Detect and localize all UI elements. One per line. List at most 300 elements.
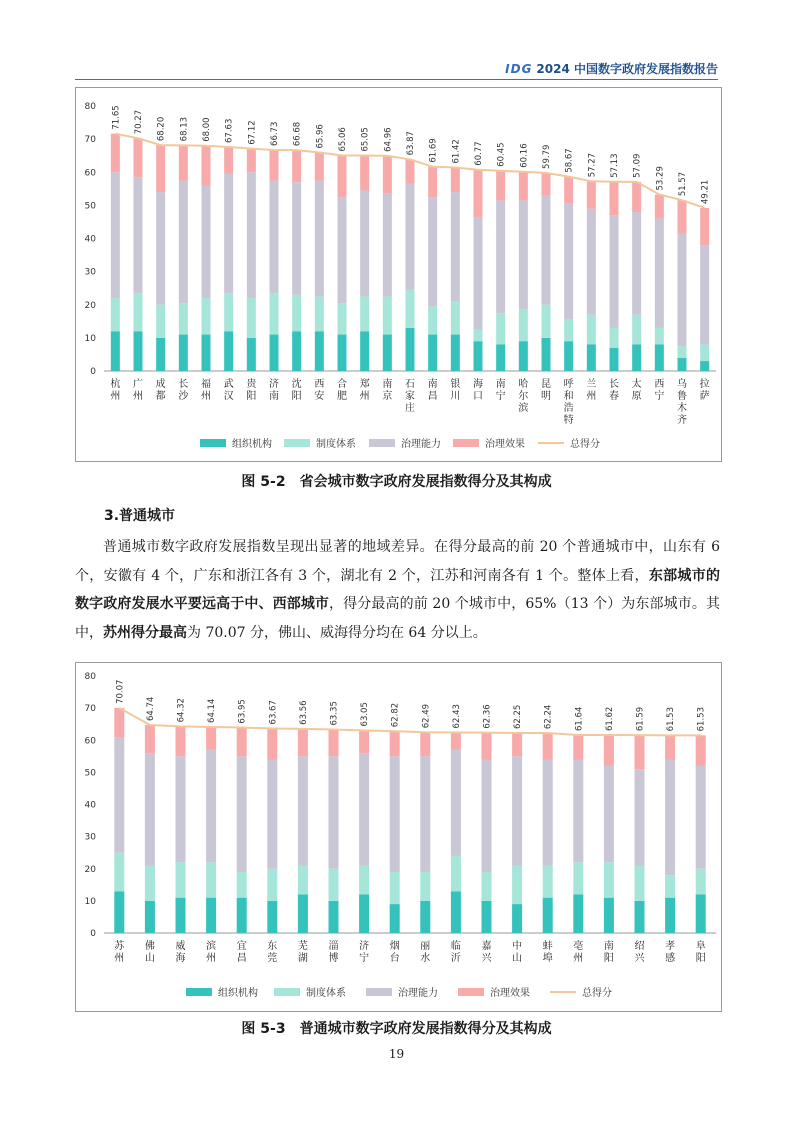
bar-segment-3 xyxy=(451,750,461,856)
bar-segment-3 xyxy=(145,753,155,865)
category-char: 都 xyxy=(155,391,166,402)
category-label xyxy=(482,939,493,964)
category-label xyxy=(654,378,664,402)
bar-segment-2 xyxy=(390,872,400,904)
category-char: 沈 xyxy=(291,379,302,390)
bar-segment-1 xyxy=(179,335,188,371)
category-char: 乌 xyxy=(677,379,687,390)
bar-segment-2 xyxy=(406,290,415,328)
category-char: 芜 xyxy=(297,941,308,952)
bar-segment-4 xyxy=(406,159,415,183)
category-char: 亳 xyxy=(573,941,584,952)
y-tick-label: 80 xyxy=(84,102,96,112)
category-char: 肥 xyxy=(337,391,347,402)
category-label xyxy=(206,939,216,964)
category-char: 滨 xyxy=(206,941,217,952)
category-char: 浩 xyxy=(563,403,574,414)
total-label: 63.35 xyxy=(329,701,340,726)
bar-segment-4 xyxy=(632,182,641,212)
bar-segment-4 xyxy=(267,728,277,759)
bar-segment-2 xyxy=(156,305,165,338)
category-char: 贵 xyxy=(246,379,257,390)
bar-segment-3 xyxy=(315,181,324,297)
bar-segment-2 xyxy=(587,315,596,345)
category-char: 家 xyxy=(405,391,415,402)
legend-label: 总得分 xyxy=(582,988,612,999)
bar-segment-4 xyxy=(496,171,505,201)
total-label: 63.05 xyxy=(360,702,371,727)
bar-segment-4 xyxy=(176,726,186,756)
category-label xyxy=(609,378,619,402)
bar-segment-2 xyxy=(665,875,675,897)
category-char: 福 xyxy=(201,379,211,390)
bar-segment-3 xyxy=(383,194,392,297)
category-char: 临 xyxy=(450,941,461,952)
bar-segment-4 xyxy=(247,149,256,173)
category-char: 昌 xyxy=(427,391,438,402)
category-label xyxy=(382,377,392,402)
category-char: 石 xyxy=(405,379,415,390)
total-label: 68.13 xyxy=(179,116,190,142)
bar-segment-2 xyxy=(292,295,301,331)
category-char: 京 xyxy=(382,391,393,402)
figure-5-3-caption: 图 5-3 普通城市数字政府发展指数得分及其构成 xyxy=(241,1021,552,1037)
bar-segment-3 xyxy=(543,760,553,866)
bar-segment-2 xyxy=(202,298,211,334)
category-char: 海 xyxy=(473,379,483,390)
bar-segment-1 xyxy=(678,358,687,371)
legend-swatch xyxy=(186,988,212,996)
total-label: 70.07 xyxy=(115,679,126,704)
category-label xyxy=(314,378,324,402)
bar-segment-3 xyxy=(573,760,583,863)
legend-label: 治理效果 xyxy=(490,988,530,999)
text-run: 为 70.07 分，佛山、威海得分均在 64 分以上。 xyxy=(187,624,487,641)
category-label xyxy=(133,377,143,402)
bold-phrase: 苏州得分最高 xyxy=(103,624,187,641)
y-tick-label: 60 xyxy=(84,168,96,179)
legend-swatch xyxy=(366,988,392,996)
bar-segment-4 xyxy=(224,147,233,174)
y-tick-label: 10 xyxy=(84,333,96,344)
category-char: 州 xyxy=(110,391,121,402)
category-char: 沙 xyxy=(178,391,189,402)
bar-segment-3 xyxy=(678,234,687,347)
bar-segment-4 xyxy=(420,732,430,756)
bar-segment-4 xyxy=(519,172,528,201)
bar-segment-3 xyxy=(482,760,492,872)
category-char: 武 xyxy=(223,379,234,390)
category-char: 呼 xyxy=(563,379,574,390)
total-label: 53.29 xyxy=(655,166,666,191)
category-char: 济 xyxy=(269,379,279,390)
bar-segment-2 xyxy=(206,862,216,897)
category-label xyxy=(237,939,247,964)
category-label xyxy=(405,378,415,414)
category-char: 昆 xyxy=(541,379,551,390)
bar-segment-4 xyxy=(655,194,664,218)
category-char: 口 xyxy=(473,391,483,402)
category-char: 阳 xyxy=(695,953,706,964)
bar-segment-2 xyxy=(655,328,664,345)
category-char: 兴 xyxy=(481,953,492,964)
category-char: 东 xyxy=(267,941,278,952)
total-label: 62.24 xyxy=(543,704,554,730)
bar-segment-4 xyxy=(315,153,324,181)
bar-segment-4 xyxy=(111,134,120,173)
bar-segment-3 xyxy=(114,737,124,853)
category-char: 博 xyxy=(328,953,339,964)
legend-label: 治理能力 xyxy=(401,439,441,450)
bar-segment-1 xyxy=(315,331,324,371)
category-label xyxy=(573,939,583,964)
bar-segment-1 xyxy=(632,345,641,372)
bar-segment-1 xyxy=(610,348,619,371)
y-tick-label: 30 xyxy=(84,267,96,278)
text-run: ，得分最高的前 20 个城市中，65%（13 个）为东部城市。其中， xyxy=(75,596,720,641)
bar-segment-2 xyxy=(482,872,492,901)
category-label xyxy=(518,377,528,414)
legend-swatch xyxy=(274,988,300,996)
bar-segment-1 xyxy=(176,898,186,933)
category-label xyxy=(665,939,675,964)
category-label xyxy=(428,377,438,402)
category-char: 长 xyxy=(609,379,619,390)
y-tick-label: 50 xyxy=(84,768,96,779)
figure-5-2-caption: 图 5-2 省会城市数字政府发展指数得分及其构成 xyxy=(241,474,552,490)
total-label: 65.05 xyxy=(360,127,371,152)
y-tick-label: 30 xyxy=(84,832,96,843)
total-label: 71.65 xyxy=(111,105,122,130)
y-tick-label: 40 xyxy=(84,800,96,811)
category-char: 宁 xyxy=(654,391,665,402)
category-char: 合 xyxy=(337,379,347,390)
total-label: 57.27 xyxy=(587,152,598,178)
bar-segment-2 xyxy=(134,293,143,331)
bar-segment-3 xyxy=(632,212,641,315)
bar-segment-2 xyxy=(542,305,551,338)
bar-segment-3 xyxy=(604,766,614,862)
category-label xyxy=(564,378,574,426)
category-char: 银 xyxy=(450,379,461,390)
bar-segment-4 xyxy=(587,181,596,208)
category-char: 苏 xyxy=(114,941,125,952)
bar-segment-3 xyxy=(179,181,188,304)
category-char: 兰 xyxy=(586,379,597,390)
idg-logo: IDG xyxy=(505,61,533,76)
total-label: 65.06 xyxy=(338,127,348,152)
category-label xyxy=(604,939,614,964)
y-tick-label: 60 xyxy=(84,736,96,747)
bar-segment-2 xyxy=(114,853,124,892)
category-char: 嘉 xyxy=(481,941,492,952)
category-label xyxy=(543,939,553,964)
category-label xyxy=(201,377,211,402)
category-label xyxy=(269,377,279,402)
category-char: 中 xyxy=(512,941,523,952)
category-label xyxy=(632,377,642,402)
total-label: 65.96 xyxy=(315,124,326,149)
bar-segment-3 xyxy=(665,760,675,876)
total-label: 66.68 xyxy=(292,121,303,147)
legend-swatch xyxy=(369,439,395,447)
bar-segment-3 xyxy=(587,209,596,315)
bar-segment-1 xyxy=(298,894,308,933)
bar-segment-4 xyxy=(298,729,308,756)
bar-segment-2 xyxy=(176,862,186,897)
bar-segment-3 xyxy=(564,204,573,320)
category-char: 川 xyxy=(450,391,461,402)
y-tick-label: 70 xyxy=(84,704,96,715)
bar-segment-2 xyxy=(247,298,256,338)
category-label xyxy=(267,939,277,964)
category-char: 广 xyxy=(133,379,143,390)
total-label: 61.64 xyxy=(574,706,585,731)
category-char: 沂 xyxy=(450,953,461,964)
category-label xyxy=(292,377,302,402)
bar-segment-1 xyxy=(655,345,664,372)
category-char: 州 xyxy=(201,391,211,402)
bar-segment-3 xyxy=(696,766,706,869)
total-label: 60.45 xyxy=(496,142,507,167)
category-char: 春 xyxy=(609,391,619,402)
bar-segment-2 xyxy=(543,866,553,898)
bar-segment-3 xyxy=(111,172,120,298)
category-char: 杭 xyxy=(110,379,121,390)
bar-segment-2 xyxy=(451,301,460,334)
category-char: 威 xyxy=(175,941,186,952)
category-label xyxy=(298,939,308,964)
category-char: 阳 xyxy=(603,953,614,964)
bar-segment-4 xyxy=(665,735,675,759)
bar-segment-1 xyxy=(420,901,430,933)
category-char: 州 xyxy=(586,391,597,402)
bar-segment-4 xyxy=(543,733,553,759)
total-label: 51.57 xyxy=(678,171,688,197)
total-label: 62.49 xyxy=(421,703,432,729)
total-label: 63.95 xyxy=(237,699,248,724)
bar-segment-4 xyxy=(202,146,211,186)
bar-segment-3 xyxy=(206,750,216,862)
category-char: 南 xyxy=(427,379,438,390)
bar-segment-1 xyxy=(635,901,645,933)
category-char: 郑 xyxy=(359,379,370,390)
category-char: 佛 xyxy=(144,941,155,952)
bar-segment-1 xyxy=(359,894,369,933)
bar-segment-1 xyxy=(543,898,553,933)
bar-segment-1 xyxy=(114,891,124,933)
bar-segment-4 xyxy=(390,731,400,756)
bar-segment-2 xyxy=(338,303,347,334)
category-label xyxy=(224,377,234,402)
bar-segment-2 xyxy=(267,869,277,901)
bar-segment-1 xyxy=(134,331,143,371)
category-char: 滨 xyxy=(518,403,529,414)
bar-segment-4 xyxy=(329,729,339,756)
category-label xyxy=(390,939,400,964)
bar-segment-3 xyxy=(519,200,528,309)
total-label: 58.67 xyxy=(564,148,575,173)
category-char: 明 xyxy=(541,391,551,402)
bar-segment-1 xyxy=(202,335,211,371)
bar-segment-1 xyxy=(156,338,165,371)
category-char: 汉 xyxy=(223,391,234,402)
bar-segment-4 xyxy=(114,708,124,737)
total-label: 67.63 xyxy=(224,118,235,143)
category-label xyxy=(696,939,706,964)
category-char: 绍 xyxy=(634,941,645,952)
bar-segment-4 xyxy=(360,156,369,191)
y-tick-label: 10 xyxy=(84,896,96,907)
bold-phrase: 东部城市的数字政府发展水平要远高于中、西部城市 xyxy=(75,567,720,612)
legend-label: 治理效果 xyxy=(485,439,525,450)
category-char: 宜 xyxy=(236,941,247,952)
legend-swatch xyxy=(453,439,479,447)
category-char: 南 xyxy=(495,379,506,390)
bar-segment-2 xyxy=(610,328,619,348)
bar-segment-2 xyxy=(519,310,528,341)
bar-segment-3 xyxy=(329,756,339,868)
bar-segment-1 xyxy=(145,901,155,933)
total-label: 63.87 xyxy=(406,131,416,156)
category-char: 淄 xyxy=(328,941,339,952)
category-char: 宁 xyxy=(359,953,370,964)
bar-segment-1 xyxy=(383,335,392,371)
bar-segment-4 xyxy=(428,167,437,197)
bar-segment-4 xyxy=(696,735,706,766)
bar-segment-2 xyxy=(512,866,522,905)
page-header xyxy=(505,60,718,77)
category-label xyxy=(496,377,506,402)
category-char: 台 xyxy=(389,953,400,964)
bar-segment-3 xyxy=(700,245,709,344)
category-char: 长 xyxy=(178,379,189,390)
bar-segment-4 xyxy=(635,735,645,769)
bar-segment-1 xyxy=(696,894,706,933)
category-label xyxy=(360,377,370,402)
bar-segment-1 xyxy=(451,891,461,933)
bar-segment-4 xyxy=(573,735,583,760)
category-char: 木 xyxy=(677,403,687,414)
category-label xyxy=(473,377,483,402)
bar-segment-2 xyxy=(696,869,706,895)
bar-segment-1 xyxy=(237,898,247,933)
bar-segment-4 xyxy=(179,145,188,180)
category-label xyxy=(541,378,551,402)
category-char: 拉 xyxy=(699,379,710,390)
bar-segment-3 xyxy=(298,756,308,865)
figure-5-3-chart xyxy=(75,662,722,1012)
bar-segment-2 xyxy=(496,313,505,344)
total-label: 68.20 xyxy=(156,116,167,142)
category-label xyxy=(337,377,347,402)
total-label: 61.69 xyxy=(428,138,439,163)
bar-segment-4 xyxy=(270,150,279,181)
bar-segment-4 xyxy=(134,138,143,177)
bar-segment-1 xyxy=(665,898,675,933)
category-char: 济 xyxy=(359,941,370,952)
category-char: 州 xyxy=(114,953,125,964)
category-char: 水 xyxy=(420,953,431,964)
bar-segment-2 xyxy=(298,866,308,895)
y-tick-label: 20 xyxy=(84,300,96,311)
category-label xyxy=(176,939,186,964)
category-label xyxy=(512,939,522,964)
bar-segment-4 xyxy=(237,728,247,757)
category-char: 哈 xyxy=(518,379,529,390)
legend-swatch xyxy=(284,439,310,447)
category-char: 莞 xyxy=(267,953,278,964)
total-label: 64.14 xyxy=(207,698,218,723)
category-char: 南 xyxy=(269,391,279,402)
total-label: 59.79 xyxy=(542,144,552,169)
bar-segment-1 xyxy=(206,898,216,933)
bar-segment-4 xyxy=(474,170,483,217)
total-label: 67.12 xyxy=(247,120,258,145)
bar-segment-1 xyxy=(542,338,551,371)
legend-label: 制度体系 xyxy=(306,988,346,999)
category-char: 南 xyxy=(603,941,614,952)
category-char: 特 xyxy=(563,415,574,426)
bar-segment-3 xyxy=(292,182,301,295)
bar-segment-3 xyxy=(134,177,143,293)
bar-segment-4 xyxy=(542,173,551,195)
total-label: 70.27 xyxy=(134,109,144,135)
bar-segment-1 xyxy=(512,904,522,933)
bar-segment-1 xyxy=(564,341,573,371)
bar-segment-3 xyxy=(247,172,256,298)
total-label: 62.36 xyxy=(482,704,493,729)
category-char: 州 xyxy=(573,953,584,964)
total-label: 63.67 xyxy=(268,700,279,725)
category-char: 阜 xyxy=(695,941,706,952)
bar-segment-4 xyxy=(338,155,347,197)
text-run: 普通城市数字政府发展指数呈现出显著的地域差异。在得分最高的前 20 个普通城市中，山东有 6 个，安徽有 4 个，广东和浙江各有 3 个，湖北有 2 个，江苏和河南各有 1 个。整体上看， xyxy=(75,539,720,584)
total-label: 60.16 xyxy=(519,143,530,168)
bar-segment-1 xyxy=(482,901,492,933)
bar-segment-1 xyxy=(292,331,301,371)
y-tick-label: 0 xyxy=(90,367,96,377)
bar-segment-2 xyxy=(329,869,339,901)
bar-segment-2 xyxy=(428,306,437,334)
category-label xyxy=(359,939,369,964)
bar-segment-1 xyxy=(338,335,347,371)
bar-segment-4 xyxy=(678,200,687,233)
total-label: 62.25 xyxy=(513,704,524,730)
bar-segment-1 xyxy=(329,901,339,933)
figure-5-2-chart xyxy=(75,87,722,462)
bar-segment-4 xyxy=(512,733,522,756)
bar-segment-4 xyxy=(451,732,461,749)
total-label: 61.53 xyxy=(666,706,677,732)
legend-label: 组织机构 xyxy=(218,988,258,999)
category-char: 山 xyxy=(512,953,523,964)
category-label xyxy=(156,377,166,402)
category-label xyxy=(635,940,646,964)
bar-segment-2 xyxy=(237,872,247,898)
legend-swatch xyxy=(458,988,484,996)
bar-segment-2 xyxy=(635,866,645,901)
header-divider xyxy=(75,79,718,80)
category-char: 西 xyxy=(314,379,325,390)
bar-segment-1 xyxy=(587,345,596,372)
total-label: 64.32 xyxy=(176,698,187,723)
category-char: 湖 xyxy=(297,953,308,964)
bar-segment-2 xyxy=(224,293,233,331)
bar-segment-3 xyxy=(655,219,664,328)
bar-segment-2 xyxy=(420,872,430,901)
legend-label: 治理能力 xyxy=(398,988,438,999)
